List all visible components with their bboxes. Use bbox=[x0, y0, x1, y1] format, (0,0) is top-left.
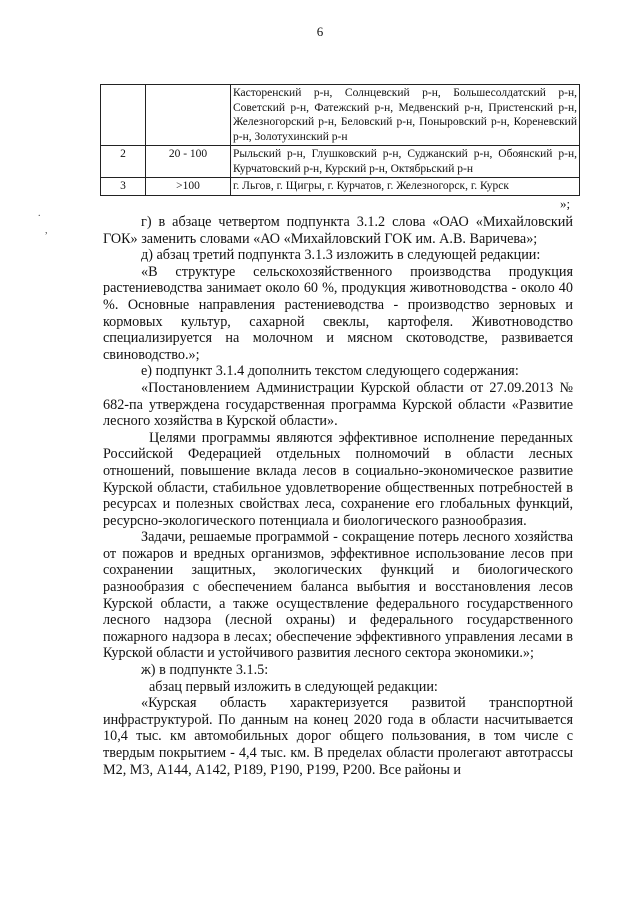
margin-mark: , bbox=[45, 225, 48, 236]
table-row bbox=[101, 146, 580, 178]
row-number-cell: 2 bbox=[101, 146, 146, 178]
page-number: 6 bbox=[316, 24, 324, 39]
margin-mark: . bbox=[38, 208, 41, 219]
paragraph-zh: ж) в подпункте 3.1.5: bbox=[141, 662, 269, 679]
paragraph-forest-program: «Постановлением Администрации Курской области от 27.09.2013 № 682-па утверждена государственная программа Курской области «Развитие лесного хозяйства в Курской области». bbox=[103, 379, 573, 430]
range-cell bbox=[146, 85, 231, 146]
districts-cell: Касторенский р-н, Солнцевский р-н, Большесолдатский р-н, Советский р-н, Фатежский р-н, Медвенский р-н, Пристенский р-н, Железногорский р-н, Беловский р-н, Поныровский р-н, Кореневский р-н, Золотухинский р-н bbox=[231, 85, 580, 146]
document-body bbox=[103, 214, 573, 778]
row-number-cell bbox=[101, 85, 146, 146]
paragraph-first-abzac: абзац первый изложить в следующей редакции: bbox=[149, 678, 438, 695]
paragraph-program-goals: Целями программы являются эффективное исполнение переданных Российской Федерацией отдельных полномочий в области лесных отношений, повышение вклада лесов в социально-экономическое развитие Курской области, стабильное удовлетворение общественных потребностей в ресурсах и полезных свойствах леса, сохранение его глобальных функций, ресурсно-экологического потенциала и биологического разнообразия. bbox=[103, 429, 573, 529]
row-number-cell: 3 bbox=[101, 178, 146, 196]
paragraph-e: е) подпункт 3.1.4 дополнить текстом следующего содержания: bbox=[141, 363, 519, 380]
range-cell: >100 bbox=[146, 178, 231, 196]
table-row bbox=[101, 178, 580, 196]
districts-cell: г. Льгов, г. Щигры, г. Курчатов, г. Железногорск, г. Курск bbox=[231, 178, 580, 196]
districts-table bbox=[100, 84, 580, 196]
paragraph-g: г) в абзаце четвертом подпункта 3.1.2 слова «ОАО «Михайловский ГОК» заменить словами «АО «Михайловский ГОК им. А.В. Варичева»; bbox=[103, 214, 573, 247]
table-closing-quote: »; bbox=[560, 196, 571, 211]
table-row bbox=[101, 85, 580, 146]
paragraph-program-tasks: Задачи, решаемые программой - сокращение потерь лесного хозяйства от пожаров и вредных организмов, эффективное использование лесов при сохранении защитных, экологических функций и биологического разнообразия с обеспечением баланса выбытия и восстановления лесов Курской области, а также осуществление федерального государственного лесного надзора (лесной охраны) и федерального государственного пожарного надзора в лесах; обеспечение эффективного управления лесами в Курской области и устойчивого развития лесного сектора экономики.»; bbox=[103, 529, 573, 662]
districts-cell: Рыльский р-н, Глушковский р-н, Суджанский р-н, Обоянский р-н, Курчатовский р-н, Курский р-н, Октябрьский р-н bbox=[231, 146, 580, 178]
paragraph-transport: «Курская область характеризуется развитой транспортной инфраструктурой. По данным на конец 2020 года в области насчитывается 10,4 тыс. км автомобильных дорог общего пользования, в том числе с твердым покрытием - 4,4 тыс. км. В пределах области пролегают автотрассы М2, М3, А144, А142, Р189, Р190, Р199, Р200. Все районы и bbox=[103, 695, 573, 778]
paragraph-crop-production: «В структуре сельскохозяйственного производства продукция растениеводства занимает около 60 %, продукция животноводства - около 40 %. Основные направления растениеводства - производство зерновых и кормовых культур, сахарной свеклы, картофеля. Животноводство специализируется на молочном и мясном скотоводстве, развивается свиноводство.»; bbox=[103, 263, 573, 363]
range-cell: 20 - 100 bbox=[146, 146, 231, 178]
paragraph-d: д) абзац третий подпункта 3.1.3 изложить в следующей редакции: bbox=[141, 247, 541, 264]
